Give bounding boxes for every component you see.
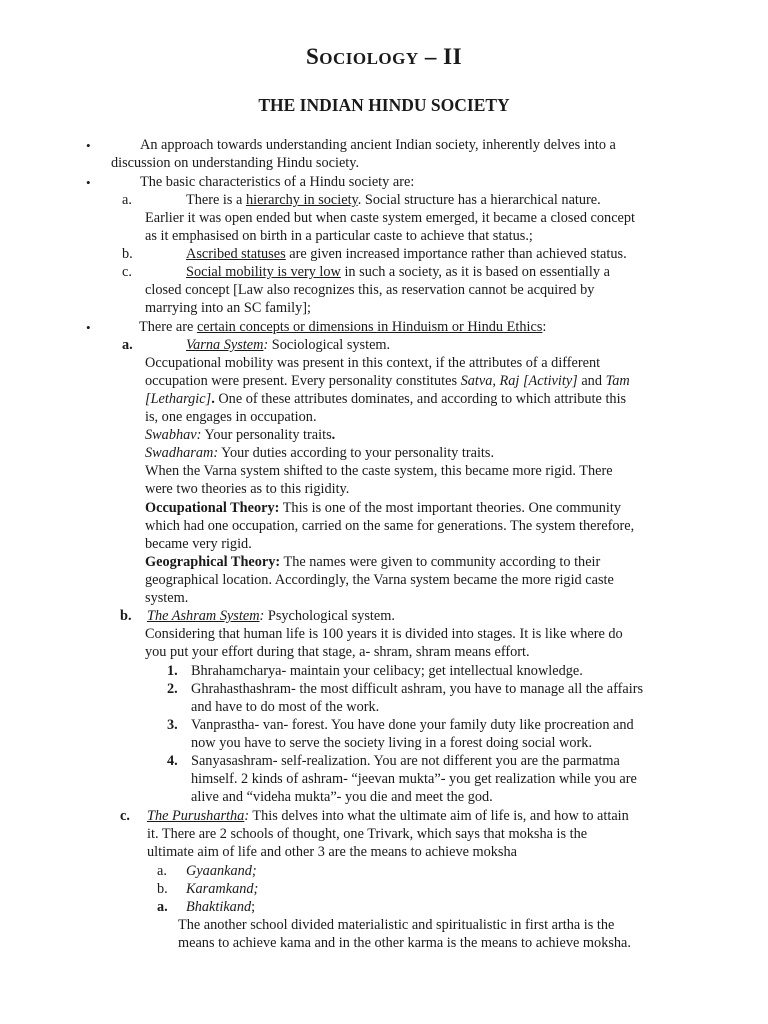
bullet3-underlined: certain concepts or dimensions in Hinduism or Hindu Ethics xyxy=(196,319,543,335)
ashram-item-1-line1: Bhrahamcharya- maintain your celibacy; get intellectual knowledge. xyxy=(191,663,583,679)
char-c-line1 xyxy=(186,263,610,281)
char-a-line1 xyxy=(186,191,601,209)
bhaktikand-term: Bhaktikand xyxy=(186,899,252,915)
bullet2-text: The basic characteristics of a Hindu society are: xyxy=(140,174,415,190)
ashram-item-2-number: 2. xyxy=(167,681,178,697)
bullet-marker: • xyxy=(86,175,91,190)
ashram-item-3-number: 3. xyxy=(167,717,178,733)
list-marker: c. xyxy=(120,808,130,824)
title-cap: S xyxy=(305,44,320,69)
geographical-theory-line1 xyxy=(145,553,600,571)
purushartha-colon: : xyxy=(244,808,250,824)
ashram-item-4-line3: alive and “videha mukta”- you die and meet the god. xyxy=(191,789,493,805)
bhaktikand-item xyxy=(186,898,255,916)
varna-p2 xyxy=(145,372,630,390)
karamkand-item: Karamkand; xyxy=(186,881,259,897)
bhaktikand-semicolon: ; xyxy=(251,899,256,915)
ashram-item-2-line1: Ghrahasthashram- the most difficult ashram, you have to manage all the affairs xyxy=(191,681,644,697)
swabhav-line: Swabhav: Your personality traits. xyxy=(145,427,336,443)
varna-p2c: and xyxy=(577,373,606,389)
purushartha-e1: The another school divided materialistic and spiritualistic in first artha is the xyxy=(178,917,615,933)
ashram-item-1-number: 1. xyxy=(167,663,178,679)
list-marker: a. xyxy=(122,337,133,353)
ashram-desc: Psychological system. xyxy=(264,608,395,624)
gyaankand-item: Gyaankand; xyxy=(186,863,257,879)
ashram-item-4-line2: himself. 2 kinds of ashram- “jeevan mukta”- you get realization while you are xyxy=(191,771,637,787)
char-a-post: . Social structure has a hierarchical nature. xyxy=(357,192,601,208)
purushartha-title: The Purushartha xyxy=(147,808,245,824)
bullet3-pre: There are xyxy=(139,319,197,335)
bullet-marker: • xyxy=(86,138,91,153)
varna-p4: is, one engages in occupation. xyxy=(145,409,317,425)
char-b-post: are given increased importance rather than achieved status. xyxy=(285,246,627,262)
char-a-line3: as it emphasised on birth in a particular caste to achieve that status.; xyxy=(145,228,533,244)
char-a-line2: Earlier it was open ended but when caste system emerged, it became a closed concept xyxy=(145,210,636,226)
ashram-item-2-line2: and have to do most of the work. xyxy=(191,699,380,715)
varna-s1: When the Varna system shifted to the caste system, this became more rigid. There xyxy=(145,463,613,479)
ashram-item-3-line2: now you have to serve the society living in a forest doing social work. xyxy=(191,735,593,751)
swabhav-term: Swabhav: xyxy=(145,427,202,443)
varna-p1: Occupational mobility was present in this context, if the attributes of a different xyxy=(145,355,601,371)
geographical-theory-line2: geographical location. Accordingly, the Varna system became the more rigid caste xyxy=(145,572,614,588)
varna-p3c: One of these attributes dominates, and according to which attribute this xyxy=(214,391,627,407)
title-dash: – II xyxy=(418,44,463,69)
varna-p3b: . xyxy=(211,391,215,407)
char-c-line3: marrying into an SC family]; xyxy=(145,300,311,316)
char-a-pre: There is a xyxy=(186,192,246,208)
varna-s2: were two theories as to this rigidity. xyxy=(145,481,350,497)
varna-p3a: [Lethargic] xyxy=(145,391,212,407)
varna-p2d: Tam xyxy=(605,373,630,389)
occupational-theory-text: This is one of the most important theories. One community xyxy=(279,500,621,516)
char-a-underlined: hierarchy in society xyxy=(245,192,358,208)
bullet3-post: : xyxy=(542,319,547,335)
section-heading: THE INDIAN HINDU SOCIETY xyxy=(258,95,510,115)
char-b-line1 xyxy=(186,245,627,263)
list-marker: c. xyxy=(122,264,132,280)
occupational-theory-line2: which had one occupation, carried on the same for generations. The system therefore, xyxy=(145,518,635,534)
sub-marker-b: b. xyxy=(157,881,168,897)
occupational-theory-line1 xyxy=(145,499,621,517)
ashram-title: The Ashram System xyxy=(147,608,260,624)
varna-heading xyxy=(186,336,390,354)
ashram-item-4-line1: Sanyasashram- self-realization. You are not different you are the parmatma xyxy=(191,753,620,769)
list-marker: b. xyxy=(122,246,133,262)
purushartha-e2: means to achieve kama and in the other karma is the means to achieve moksha. xyxy=(178,935,631,951)
purushartha-line1 xyxy=(147,807,629,825)
char-c-line2: closed concept [Law also recognizes this, as reservation cannot be acquired by xyxy=(145,282,595,298)
purushartha-text: This delves into what the ultimate aim of life is, and how to attain xyxy=(249,808,629,824)
varna-p2b: Satva, Raj [Activity] xyxy=(460,373,578,389)
varna-p2a: occupation were present. Every personality constitutes xyxy=(145,373,461,389)
bullet1-line1: An approach towards understanding ancient Indian society, inherently delves into a xyxy=(140,137,616,153)
purushartha-line3: ultimate aim of life and other 3 are the means to achieve moksha xyxy=(147,844,517,860)
varna-p3 xyxy=(145,390,626,408)
geographical-theory-text: The names were given to community according to their xyxy=(280,554,601,570)
ashram-heading xyxy=(147,607,395,625)
sub-marker-a: a. xyxy=(157,863,167,879)
ashram-colon: : xyxy=(259,608,265,624)
swadharam-line xyxy=(145,444,494,462)
page-title xyxy=(0,44,768,70)
bullet3-text xyxy=(139,318,546,336)
char-c-underlined: Social mobility is very low xyxy=(186,264,341,280)
occupational-theory-line3: became very rigid. xyxy=(145,536,252,552)
swabhav-def: Your personality traits xyxy=(201,427,332,443)
varna-desc: Sociological system. xyxy=(268,337,391,353)
geographical-theory-term: Geographical Theory: xyxy=(145,554,281,570)
occupational-theory-term: Occupational Theory: xyxy=(145,500,280,516)
bullet1-line2: discussion on understanding Hindu society. xyxy=(111,155,360,171)
title-rest: OCIOLOGY xyxy=(319,49,419,68)
varna-title: Varna System xyxy=(186,337,264,353)
list-marker: a. xyxy=(122,192,132,208)
swadharam-def: Your duties according to your personality traits. xyxy=(218,445,495,461)
char-c-post: in such a society, as it is based on essentially a xyxy=(340,264,610,280)
geographical-theory-line3: system. xyxy=(145,590,189,606)
char-b-underlined: Ascribed statuses xyxy=(186,246,286,262)
ashram-item-4-number: 4. xyxy=(167,753,178,769)
swadharam-term: Swadharam: xyxy=(145,445,219,461)
ashram-p2: you put your effort during that stage, a- shram, shram means effort. xyxy=(145,644,530,660)
purushartha-line2: it. There are 2 schools of thought, one Trivark, which says that moksha is the xyxy=(147,826,588,842)
bullet-marker: • xyxy=(86,320,91,335)
list-marker: b. xyxy=(120,608,132,624)
ashram-p1: Considering that human life is 100 years it is divided into stages. It is like where do xyxy=(145,626,623,642)
varna-colon: : xyxy=(263,337,269,353)
sub-marker-a-bold: a. xyxy=(157,899,168,915)
ashram-item-3-line1: Vanprastha- van- forest. You have done your family duty like procreation and xyxy=(191,717,634,733)
